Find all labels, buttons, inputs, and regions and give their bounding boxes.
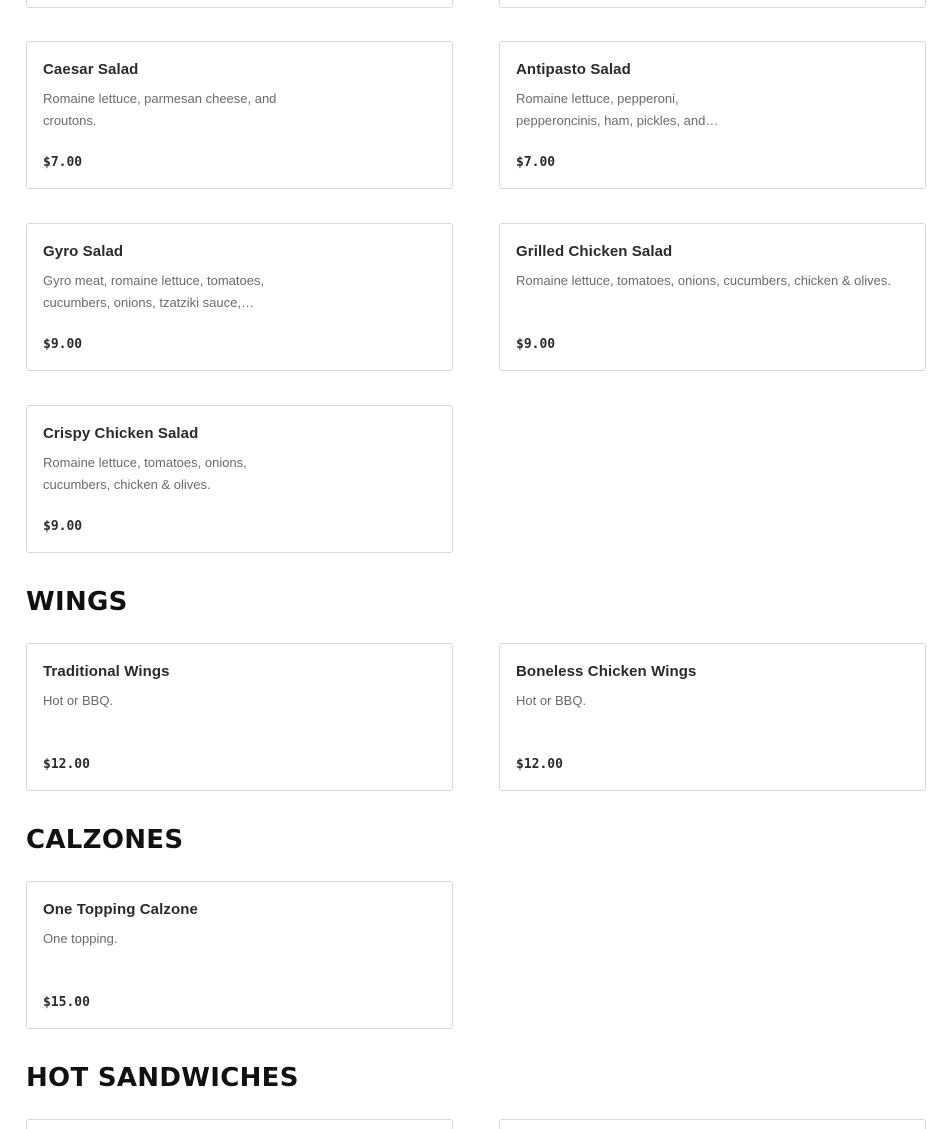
- menu-item-name: One Topping Calzone: [43, 901, 198, 918]
- menu-item-name: Grilled Chicken Salad: [516, 243, 673, 260]
- menu-item-description: One topping.: [43, 931, 118, 946]
- menu-item-description: Hot or BBQ.: [516, 693, 587, 708]
- menu-item-description: Gyro meat, romaine lettuce, tomatoes, cucumbers, onions, tzatziki sauce,…: [43, 273, 265, 310]
- menu-item-name: Traditional Wings: [43, 663, 170, 680]
- menu-item-price: $12.00: [516, 757, 563, 772]
- menu-item-card-gyro-salad[interactable]: [26, 223, 453, 371]
- menu-item-description: Romaine lettuce, tomatoes, onions, cucumbers, chicken & olives.: [516, 273, 891, 288]
- menu-item-card-one-topping-calzone[interactable]: [26, 881, 453, 1029]
- menu-item-price: $9.00: [43, 337, 83, 352]
- menu-item-description: Romaine lettuce, tomatoes, onions, cucumbers, chicken & olives.: [43, 455, 247, 492]
- section-title-calzones: CALZONES: [26, 825, 184, 855]
- menu-item-price: $9.00: [516, 337, 556, 352]
- menu-item-name: Gyro Salad: [43, 243, 124, 260]
- menu-item-card-boneless-chicken-wings[interactable]: [499, 643, 926, 791]
- menu-item-card-grilled-chicken-salad[interactable]: [499, 223, 926, 371]
- menu-item-name: Antipasto Salad: [516, 61, 631, 78]
- menu-item-card[interactable]: [499, 0, 926, 8]
- menu-item-price: $12.00: [43, 757, 90, 772]
- menu-item-card[interactable]: [26, 1119, 453, 1129]
- menu-item-card-traditional-wings[interactable]: [26, 643, 453, 791]
- menu-item-description: Romaine lettuce, pepperoni, pepperoncinis, ham, pickles, and…: [516, 91, 719, 128]
- menu-item-name: Caesar Salad: [43, 61, 139, 78]
- menu-item-card-caesar-salad[interactable]: [26, 41, 453, 189]
- menu-item-card-antipasto-salad[interactable]: [499, 41, 926, 189]
- menu-item-price: $7.00: [43, 155, 83, 170]
- menu-item-card-crispy-chicken-salad[interactable]: [26, 405, 453, 553]
- menu-item-description: Romaine lettuce, parmesan cheese, and croutons.: [43, 91, 277, 128]
- menu-item-name: Crispy Chicken Salad: [43, 425, 199, 442]
- menu-item-price: $15.00: [43, 995, 90, 1010]
- section-title-wings: WINGS: [26, 587, 128, 617]
- menu-item-price: $7.00: [516, 155, 556, 170]
- menu-item-name: Boneless Chicken Wings: [516, 663, 697, 680]
- menu-item-card[interactable]: [26, 0, 453, 8]
- menu-item-description: Hot or BBQ.: [43, 693, 114, 708]
- section-title-hot-sandwiches: HOT SANDWICHES: [26, 1063, 299, 1093]
- menu-item-card[interactable]: [499, 1119, 926, 1129]
- menu-item-price: $9.00: [43, 519, 83, 534]
